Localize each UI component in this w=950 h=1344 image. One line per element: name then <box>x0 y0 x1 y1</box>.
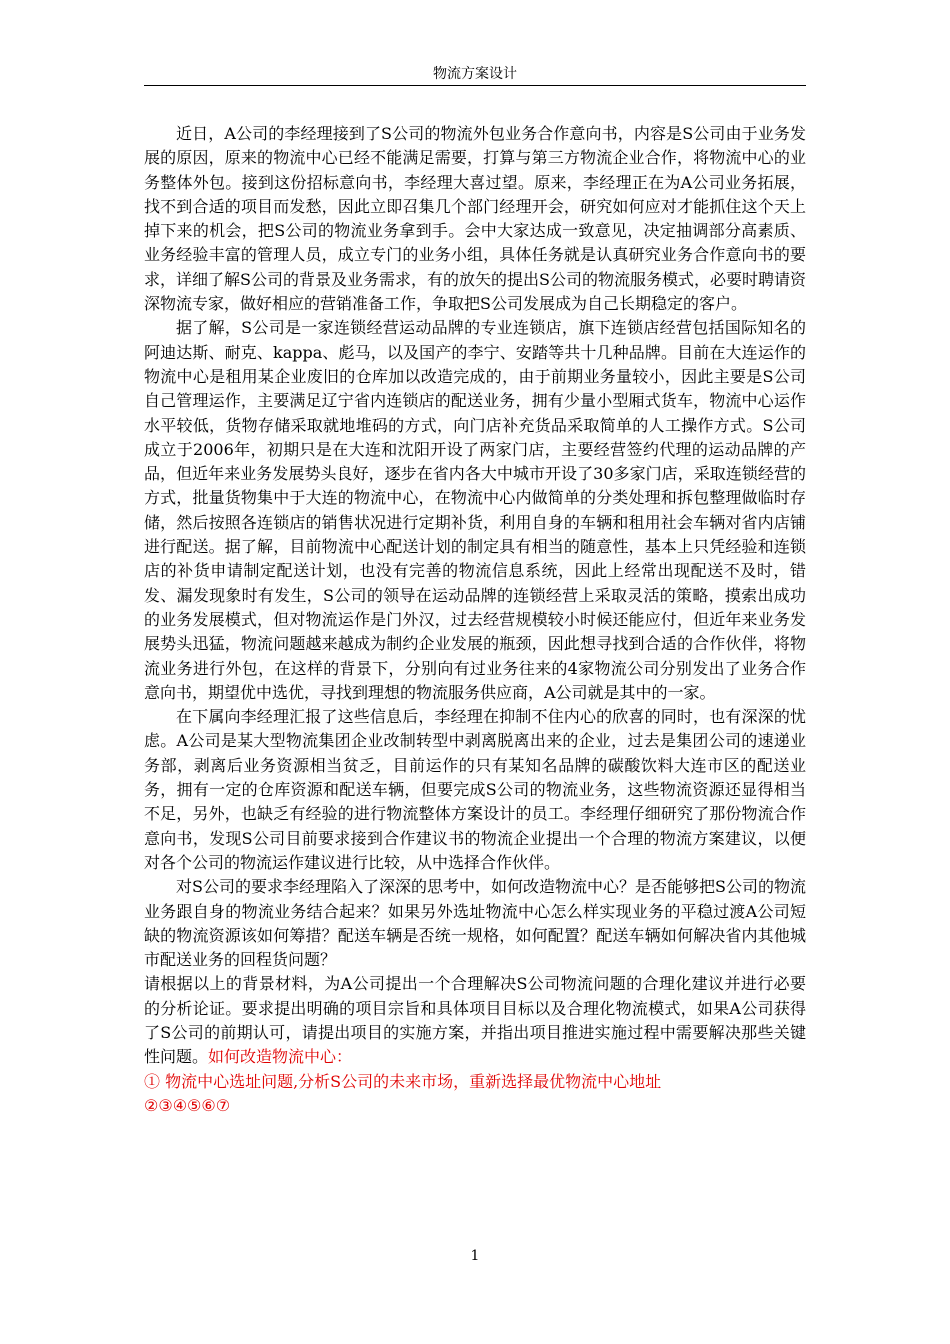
paragraph-concerns: 在下属向李经理汇报了这些信息后，李经理在抑制不住内心的欣喜的同时，也有深深的忧虑。A公司是某大型物流集团企业改制转型中剥离脱离出来的企业，过去是集团公司的速递业务部，剥离后业务资源相当贫乏，目前运作的只有某知名品牌的碳酸饮料大连市区的配送业务，拥有一定的仓库资源和配送车辆，但要完成S公司的物流业务，这些物流资源还显得相当不足，另外，也缺乏有经验的进行物流整体方案设计的员工。李经理仔细研究了那份物流合作意向书，发现S公司目前要求接到合作建议书的物流企业提出一个合理的物流方案建议，以便对各个公司的物流运作建议进行比较，从中选择合作伙伴。 <box>144 707 806 872</box>
task-highlight: 如何改造物流中心： <box>208 1047 353 1067</box>
running-header: 物流方案设计 <box>433 66 517 82</box>
paragraph-company-background: 据了解，S公司是一家连锁经营运动品牌的专业连锁店，旗下连锁店经营包括国际知名的阿迪达斯、耐克、kappa、彪马，以及国产的李宁、安踏等共十几种品牌。目前在大连运作的物流中心是租用某企业废旧的仓库加以改造完成的，由于前期业务量较小，因此主要是S公司自己管理运作，主要满足辽宁省内连锁店的配送业务，拥有少量小型厢式货车，物流中心运作水平较低，货物存储采取就地堆码的方式，向门店补充货品采取简单的人工操作方式。S公司成立于2006年，初期只是在大连和沈阳开设了两家门店，主要经营签约代理的运动品牌的产品，但近年来业务发展势头良好，逐步在省内各大中城市开设了30多家门店，采取连锁经营的方式，批量货物集中于大连的物流中心，在物流中心内做简单的分类处理和拆包整理做临时存储，然后按照各连锁店的销售状况进行定期补货，利用自身的车辆和租用社会车辆对省内店铺进行配送。据了解，目前物流中心配送计划的制定具有相当的随意性，基本上只凭经验和连锁店的补货申请制定配送计划，也没有完善的物流信息系统，因此上经常出现配送不及时，错发、漏发现象时有发生，S公司的领导在运动品牌的连锁经营上采取灵活的策略，摸索出成功的业务发展模式，但对物流运作是门外汉，过去经营规模较小时候还能应付，但近年来业务发展势头迅猛，物流问题越来越成为制约企业发展的瓶颈，因此想寻找到合适的合作伙伴，将物流业务进行外包，在这样的背景下，分别向有过业务往来的4家物流公司分别发出了业务合作意向书，期望优中选优，寻找到理想的物流服务供应商，A公司就是其中的一家。 <box>144 318 806 702</box>
document-body <box>144 122 806 1118</box>
paragraph-questions: 对S公司的要求李经理陷入了深深的思考中，如何改造物流中心？是否能够把S公司的物流业务跟自身的物流业务结合起来？如果另外选址物流中心怎么样实现业务的平稳过渡A公司短缺的物流资源该如何筹措？配送车辆是否统一规格，如何配置？配送车辆如何解决省内其他城市配送业务的回程货问题？ <box>144 877 806 970</box>
page-number: 1 <box>470 1248 480 1264</box>
note-item: ②③④⑤⑥⑦ <box>144 1095 231 1115</box>
header-divider <box>144 85 806 86</box>
task-text: 请根据以上的背景材料，为A公司提出一个合理解决S公司物流问题的合理化建议并进行必要的分析论证。要求提出明确的项目宗旨和具体项目目标以及合理化物流模式，如果A公司获得了S公司的前期认可，请提出项目的实施方案，并指出项目推进实施过程中需要解决那些关键性问题。 <box>144 974 806 1067</box>
task-paragraph <box>144 972 806 1069</box>
paragraph-intro: 近日，A公司的李经理接到了S公司的物流外包业务合作意向书，内容是S公司由于业务发展的原因，原来的物流中心已经不能满足需要，打算与第三方物流企业合作，将物流中心的业务整体外包。接到这份招标意向书，李经理大喜过望。原来，李经理正在为A公司业务拓展，找不到合适的项目而发愁，因此立即召集几个部门经理开会，研究如何应对才能抓住这个天上掉下来的机会，把S公司的物流业务拿到手。会中大家达成一致意见，决定抽调部分高素质、业务经验丰富的管理人员，成立专门的业务小组，具体任务就是认真研究业务合作意向书的要求，详细了解S公司的背景及业务需求，有的放矢的提出S公司的物流服务模式，必要时聘请资深物流专家，做好相应的营销准备工作，争取把S公司发展成为自己长期稳定的客户。 <box>144 124 806 314</box>
note-item: ① 物流中心选址问题,分析S公司的未来市场，重新选择最优物流中心地址 <box>144 1071 662 1091</box>
